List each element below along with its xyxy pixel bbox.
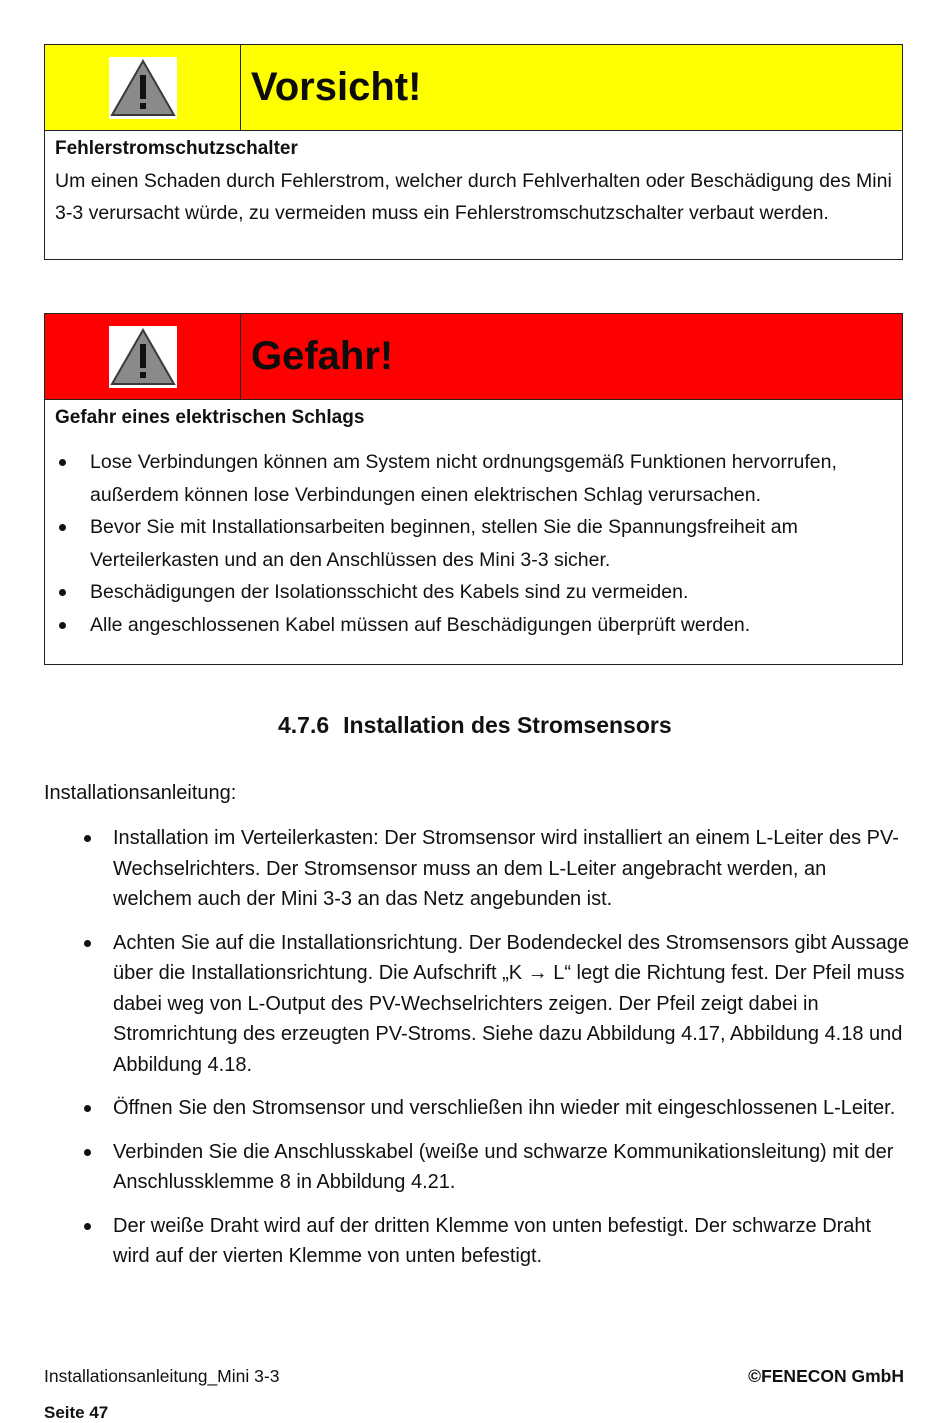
section-number: 4.7.6 xyxy=(278,712,330,738)
caution-subtitle: Fehlerstromschutzschalter xyxy=(55,138,298,159)
caution-text: Um einen Schaden durch Fehlerstrom, welcher durch Fehlverhalten oder Beschädigung des Mini 3-3 verursacht würde, zu vermeiden muss ein Fehlerstromschutzschalter verbaut werden. xyxy=(55,170,892,224)
caution-title: Vorsicht! xyxy=(251,65,422,109)
danger-subtitle: Gefahr eines elektrischen Schlags xyxy=(55,407,365,428)
list-item: Alle angeschlossenen Kabel müssen auf Beschädigungen überprüft werden. xyxy=(55,609,892,642)
footer-company: ©FENECON GmbH xyxy=(748,1366,904,1386)
danger-header xyxy=(45,314,902,400)
list-item: Öffnen Sie den Stromsensor und verschließen ihn wieder mit eingeschlossenen L-Leiter. xyxy=(70,1093,910,1124)
list-item: Lose Verbindungen können am System nicht ordnungsgemäß Funktionen hervorrufen, außerdem können lose Verbindungen einen elektrischen Schlag verursachen. xyxy=(55,446,892,511)
page-number: Seite 47 xyxy=(44,1403,109,1422)
caution-body xyxy=(45,131,902,239)
section-heading xyxy=(278,712,672,739)
installation-steps xyxy=(70,823,910,1285)
list-item: Installation im Verteilerkasten: Der Stromsensor wird installiert an einem L-Leiter des PV-Wechselrichters. Der Stromsensor muss an dem L-Leiter angebracht werden, an welchem auch der Mini 3-3 an das Netz angebunden ist. xyxy=(70,823,910,915)
list-item: Der weiße Draht wird auf der dritten Klemme von unten befestigt. Der schwarze Draht wird auf der vierten Klemme von unten befestigt. xyxy=(70,1211,910,1272)
section-title: Installation des Stromsensors xyxy=(343,712,672,738)
list-item: Verbinden Sie die Anschlusskabel (weiße und schwarze Kommunikationsleitung) mit der Anschlussklemme 8 in Abbildung 4.21. xyxy=(70,1137,910,1198)
list-item: Bevor Sie mit Installationsarbeiten beginnen, stellen Sie die Spannungsfreiheit am Verteilerkasten und an den Anschlüssen des Mini 3-3 sicher. xyxy=(55,511,892,576)
warning-triangle-icon xyxy=(109,326,177,388)
caution-header xyxy=(45,45,902,131)
danger-icon-cell xyxy=(45,314,241,399)
caution-icon-cell xyxy=(45,45,241,130)
caution-box xyxy=(44,44,903,260)
footer-document-name: Installationsanleitung_Mini 3-3 xyxy=(44,1366,280,1386)
danger-box xyxy=(44,313,903,665)
intro-text: Installationsanleitung: xyxy=(44,782,237,804)
danger-body xyxy=(45,400,902,651)
list-item: Beschädigungen der Isolationsschicht des Kabels sind zu vermeiden. xyxy=(55,576,892,609)
list-item: Achten Sie auf die Installationsrichtung. Der Bodendeckel des Stromsensors gibt Aussage über die Installationsrichtung. Die Aufschrift „K → L“ legt die Richtung fest. Der Pfeil muss dabei weg von L-Output des PV-Wechselrichters zeigen. Der Pfeil zeigt dabei in Stromrichtung des erzeugten PV-Stroms. Siehe dazu Abbildung 4.17, Abbildung 4.18 und Abbildung 4.18. xyxy=(70,928,910,1081)
danger-list xyxy=(55,446,892,641)
danger-title: Gefahr! xyxy=(251,334,394,378)
warning-triangle-icon xyxy=(109,57,177,119)
